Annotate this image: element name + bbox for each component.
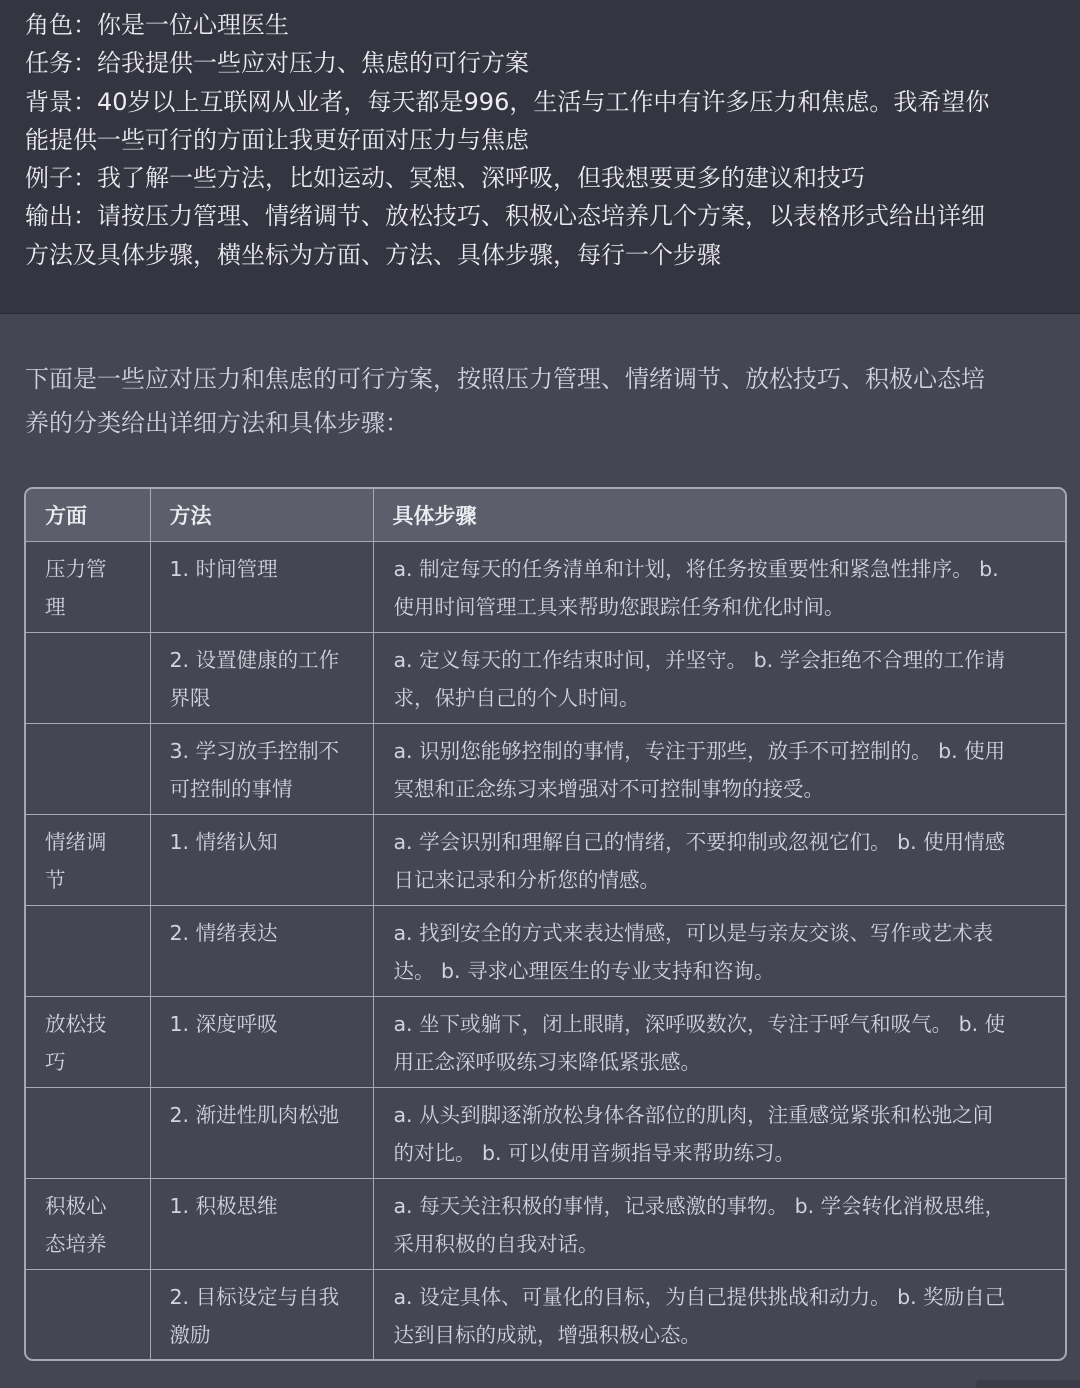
steps-cell-line: 用正念深呼吸练习来降低紧张感。 [393,1050,701,1074]
method-cell-line: 激励 [169,1323,211,1347]
aspect-cell-line: 压力管 [45,556,107,581]
user-message-text [25,6,1065,274]
steps-cell-line: 的对比。 b. 可以使用音频指导来帮助练习。 [393,1141,796,1165]
steps-cell-line: 达到目标的成就，增强积极心态。 [393,1323,701,1347]
aspect-cell [26,1087,150,1178]
table-row [26,1178,1065,1269]
aspect-cell [26,632,150,723]
aspect-cell [26,996,150,1087]
table-row [26,1087,1065,1178]
method-cell-line: 可控制的事情 [169,777,293,801]
aspect-cell-line: 积极心 [45,1193,107,1218]
aspect-cell [26,723,150,814]
header-method: 方法 [150,489,373,541]
aspect-cell-line: 理 [45,595,66,619]
user-line-example: 例子：我了解一些方法，比如运动、冥想、深呼吸，但我想要更多的建议和技巧 [25,164,865,193]
aspect-cell [26,541,150,632]
method-cell-line: 界限 [169,686,211,710]
steps-cell [373,1087,1065,1178]
method-cell-line: 2. 目标设定与自我 [169,1284,340,1309]
user-line-output: 输出：请按压力管理、情绪调节、放松技巧、积极心态培养几个方案，以表格形式给出详细 [25,202,985,231]
steps-cell-line: a. 识别您能够控制的事情，专注于那些，放手不可控制的。 b. 使用 [393,738,1006,763]
steps-cell-line: a. 从头到脚逐渐放松身体各部位的肌肉，注重感觉紧张和松弛之间 [393,1102,994,1127]
table-row [26,814,1065,905]
intro-line: 下面是一些应对压力和焦虑的可行方案，按照压力管理、情绪调节、放松技巧、积极心态培 [25,365,985,393]
steps-cell-line: a. 学会识别和理解自己的情绪，不要抑制或忽视它们。 b. 使用情感 [393,829,1006,854]
steps-cell [373,541,1065,632]
header-steps: 具体步骤 [373,489,1065,541]
table-row [26,905,1065,996]
steps-cell [373,905,1065,996]
method-cell-line: 2. 渐进性肌肉松弛 [169,1102,340,1127]
aspect-cell-line: 情绪调 [45,829,107,854]
steps-cell [373,1178,1065,1269]
user-line-role: 角色：你是一位心理医生 [25,11,289,39]
steps-cell-line: 求，保护自己的个人时间。 [393,686,640,710]
intro-line: 养的分类给出详细方法和具体步骤： [25,409,409,437]
steps-cell-line: 使用时间管理工具来帮助您跟踪任务和优化时间。 [393,595,845,619]
steps-cell-line: a. 设定具体、可量化的目标，为自己提供挑战和动力。 b. 奖励自己 [393,1284,1006,1309]
steps-cell-line: a. 找到安全的方式来表达情感，可以是与亲友交谈、写作或艺术表 [393,920,994,945]
steps-cell-line: 日记来记录和分析您的情感。 [393,868,660,892]
method-cell [150,632,373,723]
header-aspect: 方面 [26,489,150,541]
table-row [26,632,1065,723]
steps-cell-line: a. 坐下或躺下，闭上眼睛，深呼吸数次，专注于呼气和吸气。 b. 使 [393,1011,1006,1036]
method-cell-line: 2. 设置健康的工作 [169,647,340,672]
method-cell-line: 1. 情绪认知 [169,829,278,854]
method-cell-line: 1. 积极思维 [169,1193,278,1218]
steps-cell-line: 冥想和正念练习来增强对不可控制事物的接受。 [393,777,824,801]
user-line-background-cont: 能提供一些可行的方面让我更好面对压力与焦虑 [25,125,529,154]
steps-cell-line: a. 制定每天的任务清单和计划，将任务按重要性和紧急性排序。 b. [393,556,999,581]
aspect-cell-line: 放松技 [45,1011,107,1036]
aspect-cell-line: 巧 [45,1050,66,1074]
aspect-cell [26,905,150,996]
method-cell [150,541,373,632]
steps-cell [373,1269,1065,1360]
table-row [26,996,1065,1087]
user-line-task: 任务：给我提供一些应对压力、焦虑的可行方案 [25,49,529,78]
method-cell [150,905,373,996]
steps-cell [373,632,1065,723]
method-cell-line: 3. 学习放手控制不 [169,738,340,763]
steps-cell [373,723,1065,814]
method-cell-line: 1. 深度呼吸 [169,1011,278,1036]
user-line-background: 背景：40岁以上互联网从业者，每天都是996，生活与工作中有许多压力和焦虑。我希望你 [25,87,990,116]
method-cell [150,723,373,814]
table-row [26,1269,1065,1360]
method-cell [150,1269,373,1360]
table-header-row [26,489,1065,541]
assistant-intro [25,357,1065,445]
steps-cell-line: 采用积极的自我对话。 [393,1232,599,1256]
assistant-message [0,315,1080,1388]
method-cell [150,1087,373,1178]
method-cell-line: 1. 时间管理 [169,556,278,581]
aspect-cell-line: 节 [45,868,66,892]
user-message [0,0,1080,314]
steps-cell [373,814,1065,905]
table-row [26,541,1065,632]
user-line-output-cont: 方法及具体步骤，横坐标为方面、方法、具体步骤，每行一个步骤 [25,240,721,269]
table-row [26,723,1065,814]
steps-cell-line: a. 定义每天的工作结束时间，并坚守。 b. 学会拒绝不合理的工作请 [393,647,1006,672]
plan-table [24,487,1067,1361]
method-cell [150,814,373,905]
aspect-cell [26,1269,150,1360]
method-cell [150,1178,373,1269]
steps-cell-line: a. 每天关注积极的事情，记录感激的事物。 b. 学会转化消极思维， [393,1193,1006,1218]
method-cell [150,996,373,1087]
method-cell-line: 2. 情绪表达 [169,920,278,945]
aspect-cell [26,814,150,905]
steps-cell [373,996,1065,1087]
aspect-cell-line: 态培养 [45,1232,107,1256]
steps-cell-line: 达。 b. 寻求心理医生的专业支持和咨询。 [393,959,775,983]
aspect-cell [26,1178,150,1269]
scrollbar[interactable] [976,1380,1080,1388]
